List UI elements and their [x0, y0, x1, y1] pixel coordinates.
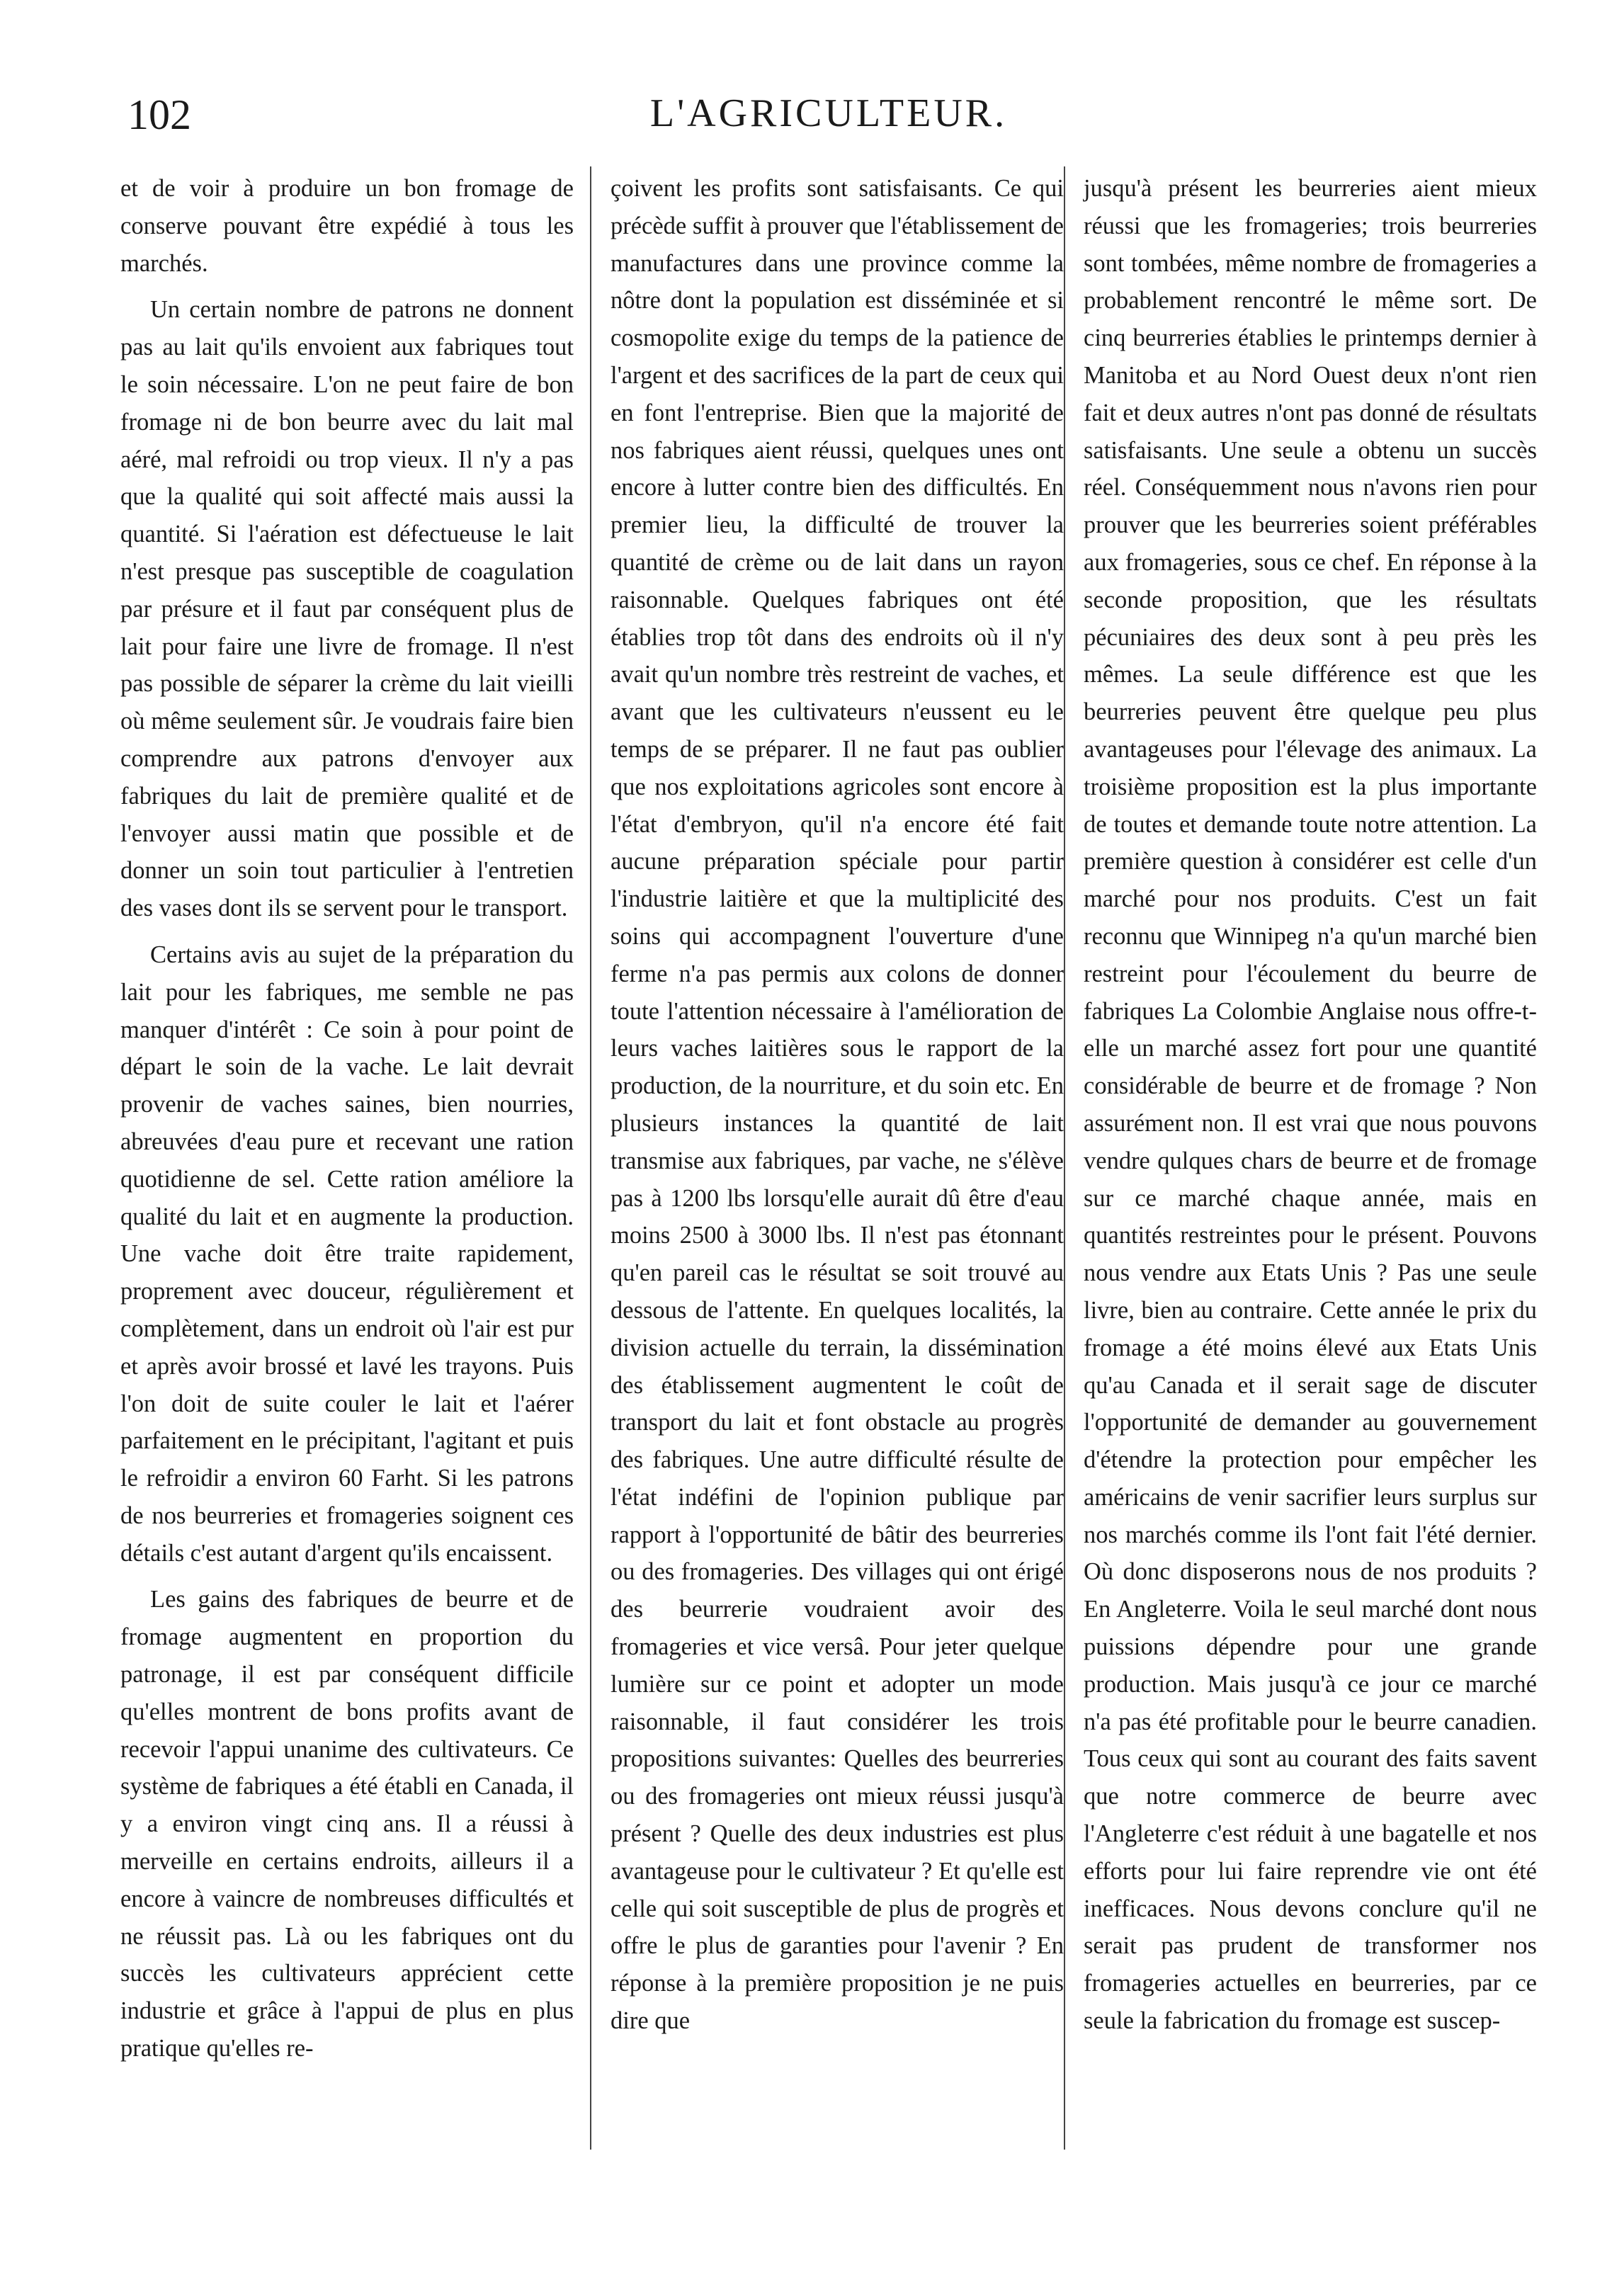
- paragraph: jusqu'à présent les beurreries aient mieux réussi que les fromageries; trois beurreries sont tombées, même nombre de fromageries a probablement rencontré le même sort. De cinq beurreries établies le printemps dernier à Manitoba et au Nord Ouest deux n'ont rien fait et deux autres n'ont pas donné de résultats satisfaisants. Une seule a obtenu un succès réel. Conséquemment nous n'avons rien pour prouver que les beurreries soient préférables aux fromageries, sous ce chef. En réponse à la seconde proposition, que les résultats pécuniaires des deux sont à peu près les mêmes. La seule différence est que les beurreries peuvent être quelque peu plus avantageuses pour l'élevage des animaux. La troisième proposition est la plus importante de toutes et demande toute notre attention. La première question à considérer est celle d'un marché pour nos produits. C'est un fait reconnu que Winnipeg n'a qu'un marché bien restreint pour l'écoulement du beurre de fabriques La Colombie Anglaise nous offre-t-elle un marché assez fort pour une quantité considérable de beurre et de fromage ? Non assurément non. Il est vrai que nous pouvons vendre qulques chars de beurre et de fromage sur ce marché chaque année, mais en quantités restreintes pour le présent. Pouvons nous vendre aux Etats Unis ? Pas une seule livre, bien au contraire. Cette année le prix du fromage a été moins élevé aux Etats Unis qu'au Canada et il serait sage de discuter l'opportunité de demander au gouvernement d'étendre la protection pour empêcher les américains de venir sacrifier leurs surplus sur nos marchés comme ils l'ont fait l'été dernier. Où donc disposerons nous de nos produits ? En Angleterre. Voila le seul marché dont nous puissions dépendre pour une grande production. Mais jusqu'à ce jour ce marché n'a pas été profitable pour le beurre canadien. Tous ceux qui sont au courant des faits savent que notre commerce de beurre avec l'Angleterre c'est réduit à une bagatelle et nos efforts pour lui faire reprendre vie ont été inefficaces. Nous devons conclure qu'il ne serait pas prudent de transformer nos fromageries actuelles en beurreries, par ce seule la fabrication du fromage est suscep-: [1084, 175, 1537, 2035]
- paragraph: et de voir à produire un bon fromage de conserve pouvant être expédié à tous les marchés.: [120, 175, 574, 277]
- page-header: [120, 85, 1537, 156]
- running-title: L'AGRICULTEUR.: [649, 91, 1008, 135]
- paragraph: Certains avis au sujet de la préparation du lait pour les fabriques, me semble ne pas manquer d'intérêt : Ce soin à pour point de départ le soin de la vache. Le lait devrait provenir de vaches saines, bien nourries, abreuvées d'eau pure et recevant une ration quotidienne de sel. Cette ration améliore la qualité du lait et en augmente la production. Une vache doit être traite rapidement, proprement avec douceur, régulièrement et complètement, dans un endroit où l'air est pur et après avoir brossé et lavé les trayons. Puis l'on doit de suite couler le lait et l'aérer parfaitement en le précipitant, l'agitant et puis le refroidir a environ 60 Farht. Si les patrons de nos beurreries et fromageries soignent ces détails c'est autant d'argent qu'ils encaissent.: [120, 941, 574, 1567]
- paragraph: Les gains des fabriques de beurre et de fromage augmentent en proportion du patronage, il est par conséquent difficile qu'elles montrent de bons profits avant de recevoir l'appui unanime des cultivateurs. Ce système de fabriques a été établi en Canada, il y a environ vingt cinq ans. Il a réussi à merveille en certains endroits, ailleurs il a encore à vaincre de nombreuses difficultés et ne réussit pas. Là ou les fabriques ont du succès les cultivateurs apprécient cette industrie et grâce à l'appui de plus en plus pratique qu'elles re-: [120, 1586, 574, 2062]
- column-rule: [1064, 166, 1065, 2150]
- text-column-1: [120, 170, 574, 2077]
- page-number: 102: [127, 91, 191, 138]
- text-column-3: [1084, 170, 1537, 2049]
- paragraph: Un certain nombre de patrons ne donnent pas au lait qu'ils envoient aux fabriques tout le soin nécessaire. L'on ne peut faire de bon fromage ni de bon beurre avec du lait mal aéré, mal refroidi ou trop vieux. Il n'y a pas que la qualité qui soit affecté mais aussi la quantité. Si l'aération est défectueuse le lait n'est presque pas susceptible de coagulation par présure et il faut par conséquent plus de lait pour faire une livre de fromage. Il n'est pas possible de séparer la crème du lait vieilli où même seulement sûr. Je voudrais faire bien comprendre aux patrons d'envoyer aux fabriques du lait de première qualité et de l'envoyer aussi matin que possible et de donner un soin tout particulier à l'entretien des vases dont ils se servent pour le transport.: [120, 296, 574, 922]
- text-column-2: [611, 170, 1064, 2049]
- paragraph: çoivent les profits sont satisfaisants. Ce qui précède suffit à prouver que l'établissement de manufactures dans une province comme la nôtre dont la population est disséminée et si cosmopolite exige du temps de la patience de l'argent et des sacrifices de la part de ceux qui en font l'entreprise. Bien que la majorité de nos fabriques aient réussi, quelques unes ont encore à lutter contre bien des difficultés. En premier lieu, la difficulté de trouver la quantité de crème ou de lait dans un rayon raisonnable. Quelques fabriques ont été établies trop tôt dans des endroits où il n'y avait qu'un nombre très restreint de vaches, et avant que les cultivateurs n'eussent eu le temps de se préparer. Il ne faut pas oublier que nos exploitations agricoles sont encore à l'état d'embryon, qu'il n'a encore été fait aucune préparation spéciale pour partir l'industrie laitière et que la multiplicité des soins qui accompagnent l'ouverture d'une ferme n'a pas permis aux colons de donner toute l'attention nécessaire à l'amélioration de leurs vaches laitières sous le rapport de la production, de la nourriture, et du soin etc. En plusieurs instances la quantité de lait transmise aux fabriques, par vache, ne s'élève pas à 1200 lbs lorsqu'elle aurait dû être d'eau moins 2500 à 3000 lbs. Il n'est pas étonnant qu'en pareil cas le résultat se soit trouvé au dessous de l'attente. En quelques localités, la division actuelle du terrain, la dissémination des établissement augmentent le coût de transport du lait et font obstacle au progrès des fabriques. Une autre difficulté résulte de l'état indéfini de l'opinion publique par rapport à l'opportunité de bâtir des beurreries ou des fromageries. Des villages qui ont érigé des beurrerie voudraient avoir des fromageries et vice versâ. Pour jeter quelque lumière sur ce point et adopter un mode raisonnable, il faut considérer les trois propositions suivantes: Quelles des beurreries ou des fromageries ont mieux réussi jusqu'à présent ? Quelle des deux industries est plus avantageuse pour le cultivateur ? Et qu'elle est celle qui soit susceptible de plus de progrès et offre le plus de garanties pour l'avenir ? En réponse à la première proposition je ne puis dire que: [611, 175, 1064, 2035]
- column-rule: [590, 166, 591, 2150]
